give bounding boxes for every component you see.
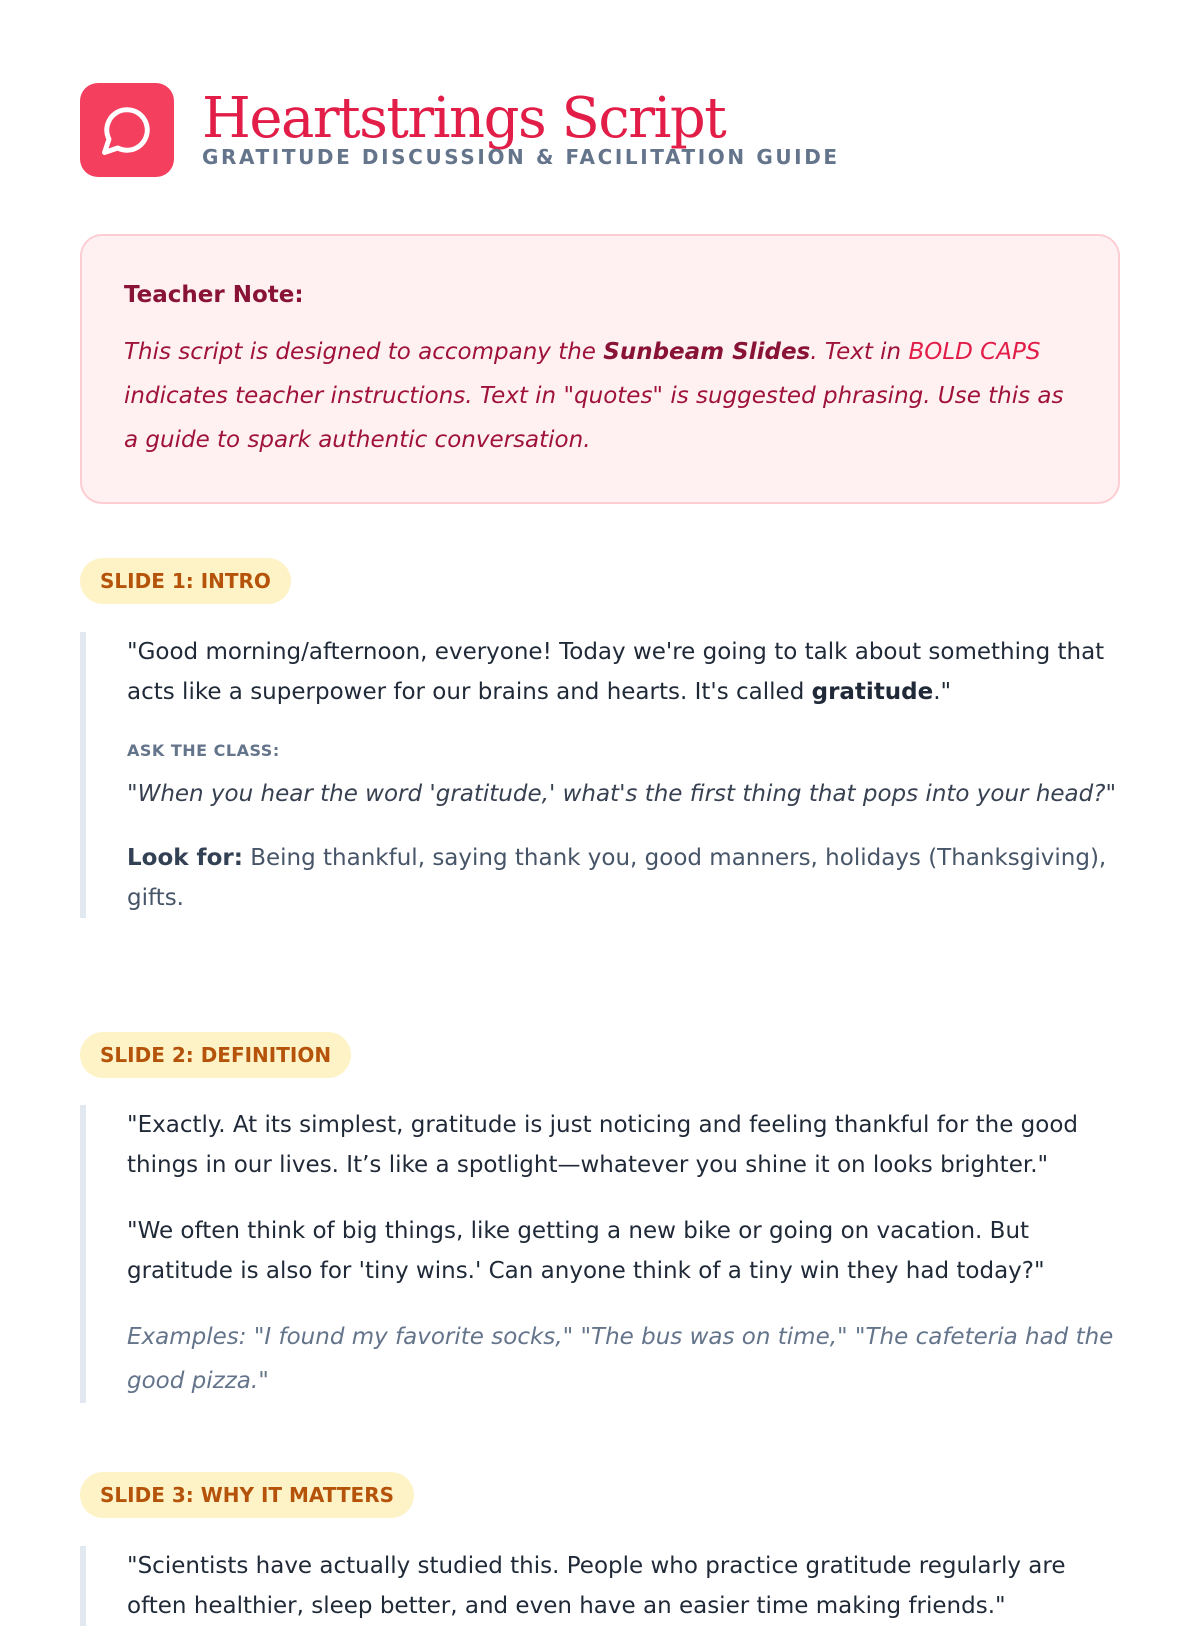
look-for-label: Look for: [127, 845, 243, 871]
ask-class-label: ASK THE CLASS: [127, 741, 280, 760]
page-header [80, 83, 840, 177]
slide-1-script [80, 632, 1120, 918]
slide-2-examples: Examples: "I found my favorite socks," "The bus was on time," "The cafeteria had the good pizza." [127, 1324, 1114, 1394]
look-for-list: Being thankful, saying thank you, good manners, holidays (Thanksgiving), gifts. [127, 845, 1107, 911]
teacher-note-text [124, 330, 1076, 462]
slide-2-script [80, 1105, 1120, 1403]
slide-2-paragraph-2: "We often think of big things, like getting a new bike or going on vacation. But gratitude is also for 'tiny wins.' Can anyone think of a tiny win they had today?" [127, 1218, 1045, 1284]
slide-3-paragraph-1: "Scientists have actually studied this. People who practice gratitude regularly are often healthier, sleep better, and even have an easier time making friends." [127, 1553, 1066, 1619]
teacher-note-box [80, 234, 1120, 504]
note-text-part-3: indicates teacher instructions. Text in "quotes" is suggested phrasing. Use this as a guide to spark authentic conversation. [124, 383, 1064, 453]
slide-1-quote-bold: gratitude [811, 679, 934, 705]
slide-2-paragraph-1: "Exactly. At its simplest, gratitude is just noticing and feeling thankful for the good things in our lives. It’s like a spotlight—whatever you shine it on looks brighter." [127, 1112, 1079, 1178]
app-logo [80, 83, 174, 177]
slide-2-badge: SLIDE 2: DEFINITION [80, 1032, 351, 1078]
note-text-part-1: This script is designed to accompany the [124, 339, 604, 365]
slide-3-badge: SLIDE 3: WHY IT MATTERS [80, 1472, 414, 1518]
slide-1-badge: SLIDE 1: INTRO [80, 558, 291, 604]
teacher-note-label: Teacher Note: [124, 282, 304, 308]
note-bold-text: Sunbeam Slides [603, 339, 811, 365]
slide-1-quote [127, 632, 1120, 712]
title-block [202, 83, 840, 169]
page-subtitle: GRATITUDE DISCUSSION & FACILITATION GUIDE [202, 145, 840, 169]
ask-class-question: "When you hear the word 'gratitude,' what's the first thing that pops into your head?" [127, 781, 1117, 807]
page-title: Heartstrings Script [202, 86, 726, 151]
look-for-text [127, 838, 1120, 918]
note-text-part-2: . Text in [810, 339, 909, 365]
chat-bubble-icon [100, 103, 154, 157]
slide-3-script [80, 1546, 1120, 1626]
note-caps-text: BOLD CAPS [908, 339, 1041, 365]
slide-1-quote-part-b: ." [933, 679, 952, 705]
slide-1-quote-part-a: "Good morning/afternoon, everyone! Today we're going to talk about something that acts like a superpower for our brains and hearts. It's called [127, 639, 1105, 705]
